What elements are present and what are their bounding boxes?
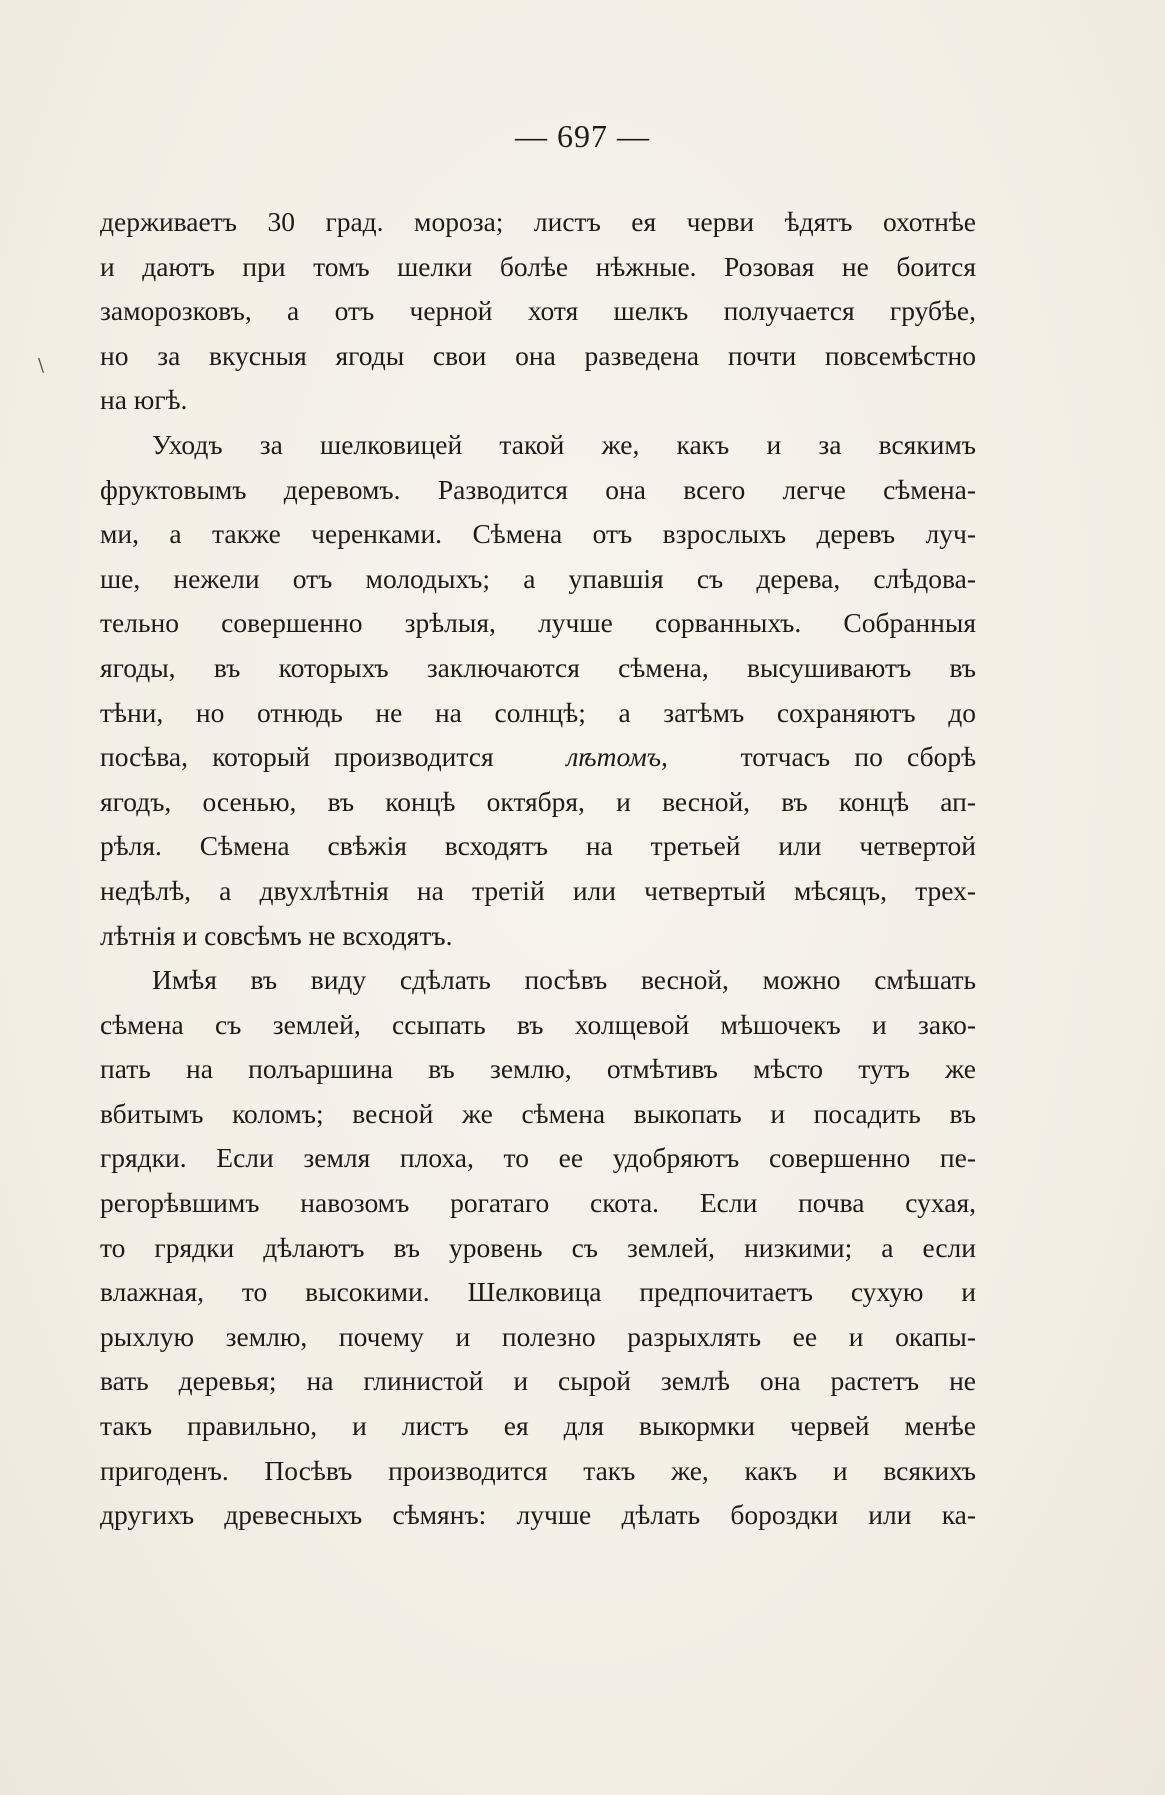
text-line: ше, нежели отъ молодыхъ; а упавшія съ дерева, слѣдова-: [100, 562, 976, 594]
text-line: держиваетъ 30 град. мороза; листъ ея черви ѣдятъ охотнѣе: [100, 206, 976, 237]
text-line-with-italic: [100, 735, 976, 780]
italic-word: лѣтомъ,: [566, 741, 668, 773]
text-line: Имѣя въ виду сдѣлать посѣвъ весной, можно смѣшать: [152, 964, 976, 996]
text-line: регорѣвшимъ навозомъ рогатаго скота. Если почва сухая,: [100, 1187, 976, 1219]
text-line: грядки. Если земля плоха, то ее удобряютъ совершенно пе-: [100, 1142, 976, 1174]
text-line: заморозковъ, а отъ черной хотя шелкъ получается грубѣе,: [100, 295, 976, 327]
text-line: недѣлѣ, а двухлѣтнія на третій или четвертый мѣсяцъ, трех-: [100, 874, 976, 906]
text-line: но за вкусныя ягоды свои она разведена почти повсемѣстно: [100, 339, 976, 371]
margin-mark: \: [38, 355, 45, 376]
text-line: рыхлую землю, почему и полезно разрыхлять ее и окапы-: [100, 1320, 976, 1352]
text-line: Уходъ за шелковицей такой же, какъ и за всякимъ: [152, 428, 976, 460]
text-line: ягодъ, осенью, въ концѣ октября, и весной, въ концѣ ап-: [100, 785, 976, 817]
text-line: другихъ древесныхъ сѣмянъ: лучше дѣлать бороздки или ка-: [100, 1499, 976, 1531]
text-line: пать на полъаршина въ землю, отмѣтивъ мѣсто тутъ же: [100, 1053, 976, 1085]
text-segment: посѣва, который производится: [100, 741, 494, 773]
text-line: такъ правильно, и листъ ея для выкормки червей менѣе: [100, 1410, 976, 1442]
text-line: тѣни, но отнюдь не на солнцѣ; а затѣмъ сохраняютъ до: [100, 696, 976, 728]
text-line: ми, а также черенками. Сѣмена отъ взрослыхъ деревъ луч-: [100, 518, 976, 550]
text-line: пригоденъ. Посѣвъ производится такъ же, какъ и всякихъ: [100, 1454, 976, 1486]
text-line: рѣля. Сѣмена свѣжія всходятъ на третьей или четвертой: [100, 830, 976, 862]
text-line: то грядки дѣлаютъ въ уровень съ землей, низкими; а если: [100, 1231, 976, 1263]
text-line: тельно совершенно зрѣлыя, лучше сорванныхъ. Собранныя: [100, 607, 976, 639]
text-line: влажная, то высокими. Шелковица предпочитаетъ сухую и: [100, 1276, 976, 1308]
text-line: ягоды, въ которыхъ заключаются сѣмена, высушиваютъ въ: [100, 651, 976, 683]
text-line: и даютъ при томъ шелки болѣе нѣжные. Розовая не боится: [100, 250, 976, 282]
text-line: на югѣ.: [100, 384, 188, 416]
text-line: фруктовымъ деревомъ. Разводится она всего легче сѣмена-: [100, 473, 976, 505]
body-text: [100, 200, 976, 1538]
text-line: лѣтнія и совсѣмъ не всходятъ.: [100, 919, 453, 951]
text-segment: тотчасъ по сборѣ: [740, 741, 976, 773]
page-number: — 697 —: [515, 118, 650, 154]
text-line: вать деревья; на глинистой и сырой землѣ она растетъ не: [100, 1365, 976, 1397]
text-line: вбитымъ коломъ; весной же сѣмена выкопать и посадить въ: [100, 1097, 976, 1129]
text-line: сѣмена съ землей, ссыпать въ холщевой мѣшочекъ и зако-: [100, 1008, 976, 1040]
